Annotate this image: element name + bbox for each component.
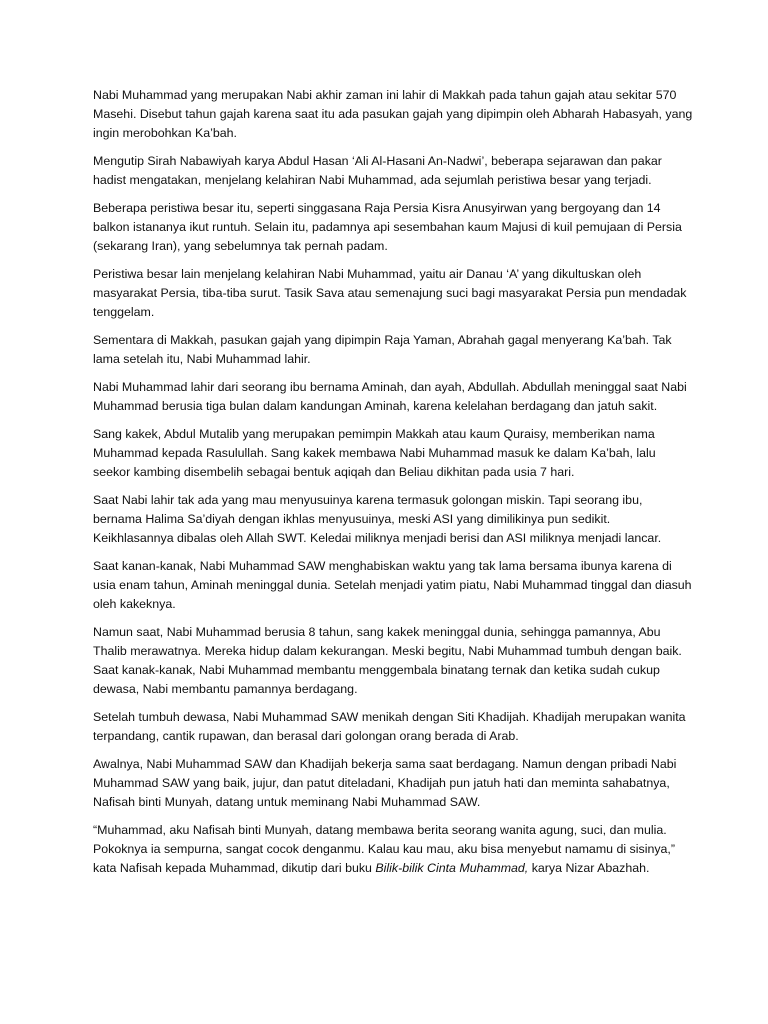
paragraph-7: Sang kakek, Abdul Mutalib yang merupakan pemimpin Makkah atau kaum Quraisy, memberikan nama Muhammad kepada Rasulullah. Sang kakek membawa Nabi Muhammad masuk ke dalam Ka’bah, lalu seekor kambing disembelih sebagai bentuk aqiqah dan Beliau dikhitan pada usia 7 hari. — [93, 427, 656, 479]
paragraph-2: Mengutip Sirah Nabawiyah karya Abdul Hasan ‘Ali Al-Hasani An-Nadwi’, beberapa sejarawan dan pakar hadist mengatakan, menjelang kelahiran Nabi Muhammad, ada sejumlah peristiwa besar yang terjadi. — [93, 154, 662, 187]
paragraph-6: Nabi Muhammad lahir dari seorang ibu bernama Aminah, dan ayah, Abdullah. Abdullah meninggal saat Nabi Muhammad berusia tiga bulan dalam kandungan Aminah, karena kelelahan berdagang dan jatuh sakit. — [93, 380, 687, 413]
paragraph-1: Nabi Muhammad yang merupakan Nabi akhir zaman ini lahir di Makkah pada tahun gajah atau sekitar 570 Masehi. Disebut tahun gajah karena saat itu ada pasukan gajah yang dipimpin oleh Abharah Habasyah, yang ingin merobohkan Ka’bah. — [93, 88, 693, 140]
quote-text: “Muhammad, aku Nafisah binti Munyah, datang membawa berita seorang wanita agung, suci, dan mulia. Pokoknya ia sempurna, sangat cocok denganmu. Kalau kau mau, aku bisa menyebut namamu di sisinya,” kata Nafisah kepada Muhammad, dikutip dari buku — [93, 823, 675, 875]
paragraph-5: Sementara di Makkah, pasukan gajah yang dipimpin Raja Yaman, Abrahah gagal menyerang Ka’bah. Tak lama setelah itu, Nabi Muhammad lahir. — [93, 333, 672, 366]
paragraph-8: Saat Nabi lahir tak ada yang mau menyusuinya karena termasuk golongan miskin. Tapi seorang ibu, bernama Halima Sa’diyah dengan ikhlas menyusuinya, meski ASI yang dimilikinya pun sedikit. Keikhlasannya dibalas oleh Allah SWT. Keledai miliknya menjadi berisi dan ASI miliknya menjadi lancar. — [93, 493, 662, 545]
paragraph-3: Beberapa peristiwa besar itu, seperti singgasana Raja Persia Kisra Anusyirwan yang bergoyang dan 14 balkon istananya ikut runtuh. Selain itu, padamnya api sesembahan kaum Majusi di kuil pemujaan di Persia (sekarang Iran), yang sebelumnya tak pernah padam. — [93, 201, 682, 253]
paragraph-9: Saat kanan-kanak, Nabi Muhammad SAW menghabiskan waktu yang tak lama bersama ibunya karena di usia enam tahun, Aminah meninggal dunia. Setelah menjadi yatim piatu, Nabi Muhammad tinggal dan diasuh oleh kakeknya. — [93, 559, 692, 611]
document-page — [93, 86, 693, 887]
paragraph-11: Setelah tumbuh dewasa, Nabi Muhammad SAW menikah dengan Siti Khadijah. Khadijah merupakan wanita terpandang, cantik rupawan, dan berasal dari golongan orang berada di Arab. — [93, 710, 686, 743]
quote-attribution: karya Nizar Abazhah. — [528, 861, 650, 875]
paragraph-10: Namun saat, Nabi Muhammad berusia 8 tahun, sang kakek meninggal dunia, sehingga pamannya, Abu Thalib merawatnya. Mereka hidup dalam kekurangan. Meski begitu, Nabi Muhammad tumbuh dengan baik. Saat kanak-kanak, Nabi Muhammad membantu menggembala binatang ternak dan ketika sudah cukup dewasa, Nabi membantu pamannya berdagang. — [93, 625, 682, 696]
paragraph-12: Awalnya, Nabi Muhammad SAW dan Khadijah bekerja sama saat berdagang. Namun dengan pribadi Nabi Muhammad SAW yang baik, jujur, dan patut diteladani, Khadijah pun jatuh hati dan meminta sahabatnya, Nafisah binti Munyah, datang untuk meminang Nabi Muhammad SAW. — [93, 757, 677, 809]
paragraph-13 — [93, 821, 693, 878]
paragraph-4: Peristiwa besar lain menjelang kelahiran Nabi Muhammad, yaitu air Danau ‘A’ yang dikultuskan oleh masyarakat Persia, tiba-tiba surut. Tasik Sava atau semenajung suci bagi masyarakat Persia pun mendadak tenggelam. — [93, 267, 687, 319]
book-title: Bilik-bilik Cinta Muhammad, — [375, 861, 529, 875]
